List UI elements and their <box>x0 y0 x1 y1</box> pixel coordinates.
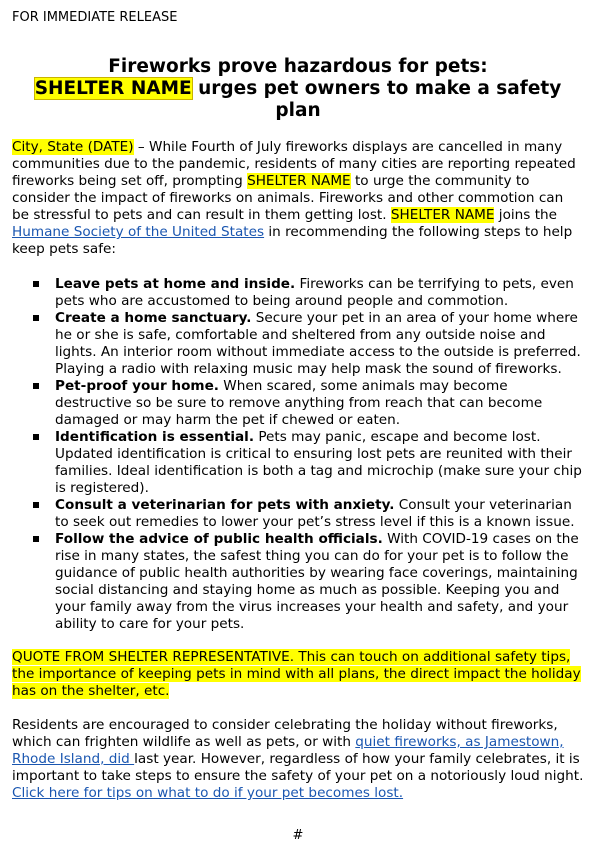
closing-text-2: last year. However, regardless of how your family celebrates, it is important to take steps to ensure the safety of your pet on a notoriously loud night. <box>12 751 584 784</box>
safety-tips-list <box>12 276 584 633</box>
quiet-fireworks-link[interactable]: quiet fireworks, as Jamestown, Rhode Island, did <box>12 734 564 767</box>
tip-text: When scared, some animals may become destructive so be sure to remove anything from reach that can become damaged or may harm the pet if chewed or eaten. <box>55 378 543 428</box>
list-item <box>12 276 584 310</box>
release-label: FOR IMMEDIATE RELEASE <box>12 10 178 25</box>
press-release-page <box>12 10 584 844</box>
tip-title: Consult a veterinarian for pets with anxiety. <box>55 497 395 513</box>
bullet-icon <box>33 536 39 542</box>
headline <box>12 56 584 122</box>
humane-society-link[interactable]: Humane Society of the United States <box>12 224 265 240</box>
headline-line-2-rest: urges pet owners to make a safety plan <box>191 78 562 121</box>
lost-pet-tips-link[interactable]: Click here for tips on what to do if your pet becomes lost. <box>12 785 404 801</box>
intro-text-2: to urge the community to consider the impact of fireworks on animals. Fireworks and other commotion can be stressful to pets and can result in them getting lost. <box>12 173 564 223</box>
bullet-icon <box>33 434 39 440</box>
bullet-icon <box>33 502 39 508</box>
closing-text-1: Residents are encouraged to consider celebrating the holiday without fireworks, which can frighten wildlife as well as pets, or with <box>12 717 558 750</box>
headline-line-1: Fireworks prove hazardous for pets: <box>108 56 488 77</box>
intro-text-1: – While Fourth of July fireworks displays are cancelled in many communities due to the pandemic, residents of many cities are reporting repeated fireworks being set off, prompting <box>12 139 576 189</box>
closing-paragraph <box>12 717 584 802</box>
tip-text: Fireworks can be terrifying to pets, even pets who are accustomed to being around people and commotion. <box>55 276 574 309</box>
tip-title: Pet-proof your home. <box>55 378 219 394</box>
list-item <box>12 378 584 429</box>
headline-shelter-placeholder: SHELTER NAME <box>34 78 192 99</box>
tip-text: Pets may panic, escape and become lost. Updated identification is critical to ensuring lost pets are reunited with their families. Ideal identification is both a tag and microchip (make sure your chip is registered). <box>55 429 582 496</box>
bullet-icon <box>33 315 39 321</box>
list-item <box>12 531 584 633</box>
list-item <box>12 310 584 378</box>
shelter-name-placeholder-1: SHELTER NAME <box>247 173 351 189</box>
shelter-name-placeholder-2: SHELTER NAME <box>390 207 495 223</box>
tip-text: With COVID-19 cases on the rise in many states, the safest thing you can do for your pet is to follow the guidance of public health authorities by wearing face coverings, maintaining social distancing and staying home as much as possible. Keeping you and your family away from the virus increases your health and safety, and your ability to care for your pets. <box>55 531 579 632</box>
intro-text-3: joins the <box>494 207 558 223</box>
bullet-icon <box>33 383 39 389</box>
tip-title: Identification is essential. <box>55 429 254 445</box>
bullet-icon <box>33 281 39 287</box>
list-item <box>12 497 584 531</box>
quote-paragraph <box>12 649 584 700</box>
tip-title: Leave pets at home and inside. <box>55 276 296 292</box>
intro-paragraph <box>12 139 584 258</box>
end-mark: # <box>292 828 304 843</box>
dateline-placeholder: City, State (DATE) <box>12 139 134 155</box>
list-item <box>12 429 584 497</box>
release-body <box>12 139 584 844</box>
tip-text: Consult your veterinarian to seek out remedies to lower your pet’s stress level if this is a known issue. <box>55 497 575 530</box>
tip-title: Follow the advice of public health officials. <box>55 531 383 547</box>
intro-text-4: in recommending the following steps to help keep pets safe: <box>12 224 573 257</box>
tip-text: Secure your pet in an area of your home where he or she is safe, comfortable and sheltered from any outside noise and lights. An interior room without immediate access to the outside is preferred. Playing a radio with relaxing music may help mask the sound of fireworks. <box>55 310 581 377</box>
tip-title: Create a home sanctuary. <box>55 310 252 326</box>
quote-placeholder: QUOTE FROM SHELTER REPRESENTATIVE. This can touch on additional safety tips, the importance of keeping pets in mind with all plans, the direct impact the holiday has on the shelter, etc. <box>12 649 581 699</box>
